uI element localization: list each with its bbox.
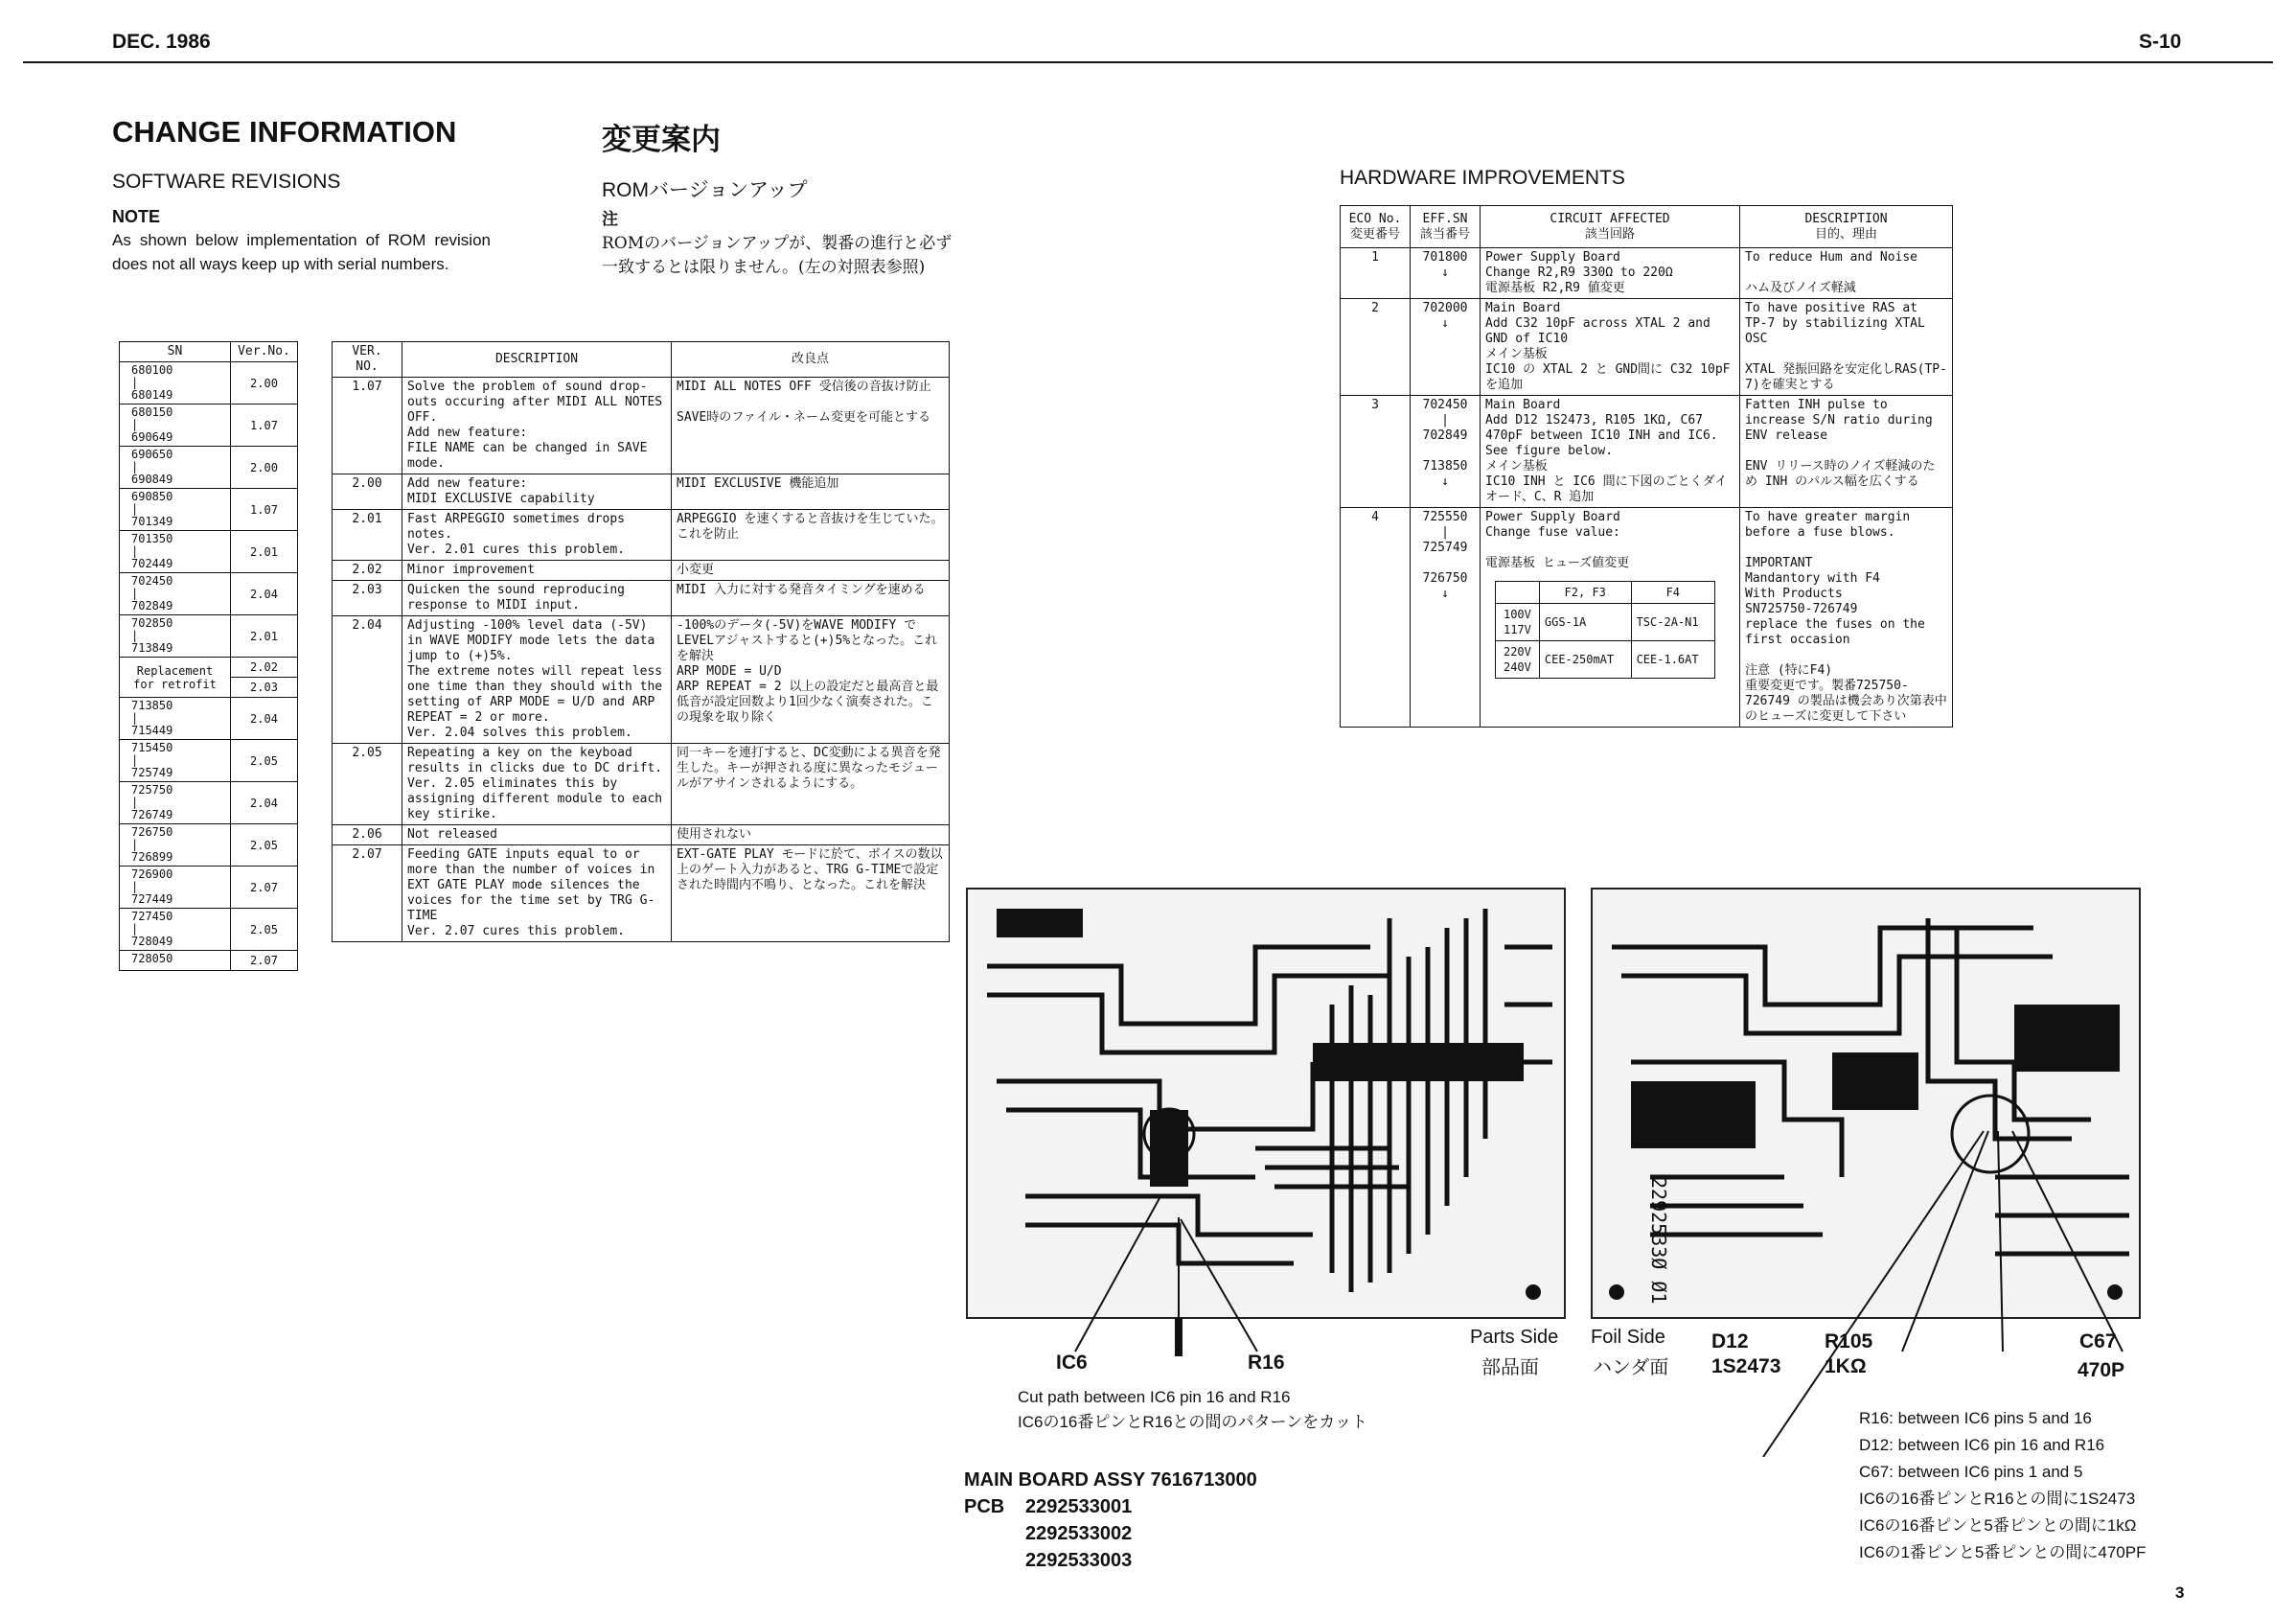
ver-cell: 2.00 (231, 447, 298, 489)
ver-cell: 2.04 (231, 698, 298, 740)
ver-cell: 2.01 (231, 531, 298, 573)
right-note-line: IC6の1番ピンと5番ピンとの間に470PF (1859, 1543, 2147, 1561)
c67-value: 470P (2078, 1359, 2125, 1381)
hw-cell-desc: Fatten INH pulse to increase S/N ratio during ENV release ENV リリース時のノイズ軽減のため INH のパルス幅を広くする (1740, 396, 1953, 508)
fuse-f4-value: TSC-2A-N1 (1631, 604, 1714, 641)
sn-cell: 715450 | 725749 (120, 740, 231, 782)
hw-circuit-text: Main Board Add D12 1S2473, R105 1KΩ, C67 470pF between IC10 INH and IC6. See figure below. メイン基板 IC10 INH と IC6 間に下図のごとくダイオード、C、R 追加 (1485, 398, 1728, 504)
sn-row (120, 824, 298, 867)
right-note-line: D12: between IC6 pin 16 and R16 (1859, 1436, 2105, 1454)
version-cell-jp: 同一キーを連打すると、DC変動による異音を発生した。キーが押される度に異なったモジュールがアサインされるようにする。 (672, 744, 950, 825)
hw-circuit-text: Power Supply Board Change R2,R9 330Ω to 220Ω 電源基板 R2,R9 値変更 (1485, 250, 1673, 295)
version-cell-jp: ARPEGGIO を速くすると音抜けを生じていた。これを防止 (672, 510, 950, 561)
pcb-label: PCB (964, 1496, 1005, 1517)
d12-value: 1S2473 (1711, 1355, 1781, 1377)
hw-cell-circuit (1481, 299, 1740, 396)
hw-cell-eco: 1 (1341, 248, 1411, 299)
title-en: CHANGE INFORMATION (112, 115, 457, 149)
software-heading-jp: ROMバージョンアップ (602, 179, 808, 201)
version-cell-ver: 2.06 (333, 825, 402, 845)
hw-header-desc: DESCRIPTION 目的、理由 (1740, 206, 1953, 248)
c67-label: C67 (2079, 1330, 2117, 1352)
version-cell-jp: 使用されない (672, 825, 950, 845)
version-row (333, 378, 950, 474)
version-row (333, 845, 950, 942)
parts-side-label-jp: 部品面 (1481, 1357, 1539, 1378)
pcb-number: 2292533001 (1025, 1496, 1133, 1517)
version-cell-ver: 2.03 (333, 581, 402, 616)
pcb-number: 2292533002 (1025, 1523, 1133, 1544)
right-note-line: R16: between IC6 pins 5 and 16 (1859, 1409, 2092, 1427)
fuse-f23-value: GGS-1A (1539, 604, 1631, 641)
hw-cell-circuit (1481, 508, 1740, 728)
cut-caption-jp: IC6の16番ピンとR16との間のパターンをカット (1018, 1413, 1368, 1431)
ver-cell: 2.05 (231, 740, 298, 782)
hw-cell-desc: To reduce Hum and Noise ハム及びノイズ軽減 (1740, 248, 1953, 299)
note-label-en: NOTE (112, 207, 161, 226)
right-note-line: C67: between IC6 pins 1 and 5 (1859, 1463, 2083, 1481)
sn-cell: 690850 | 701349 (120, 489, 231, 531)
ver-cell: 2.02 (231, 658, 298, 678)
version-cell-desc: Minor improvement (402, 561, 672, 581)
sn-cell: 728050 (120, 951, 231, 971)
ver-cell: 2.04 (231, 782, 298, 824)
hw-header-eco: ECO No. 変更番号 (1341, 206, 1411, 248)
sn-cell: 702850 | 713849 (120, 615, 231, 658)
sn-cell: 726900 | 727449 (120, 867, 231, 909)
hw-row (1341, 248, 1953, 299)
hw-header-circuit: CIRCUIT AFFECTED 該当回路 (1481, 206, 1740, 248)
ver-header: Ver.No. (231, 342, 298, 362)
version-cell-jp: EXT-GATE PLAY モードに於て、ボイスの数以上のゲート入力があると、TRG G-TIMEで設定された時間内不鳴り、となった。これを解決 (672, 845, 950, 942)
sn-cell: 727450 | 728049 (120, 909, 231, 951)
ver-cell: 1.07 (231, 404, 298, 447)
foil-side-label-en: Foil Side (1591, 1327, 1665, 1348)
sn-row (120, 909, 298, 951)
right-note-line: IC6の16番ピンとR16との間に1S2473 (1859, 1490, 2136, 1508)
main-board-title: MAIN BOARD ASSY 7616713000 (964, 1469, 1257, 1491)
hw-cell-sn: 725550 | 725749 726750 ↓ (1411, 508, 1481, 728)
sn-row (120, 867, 298, 909)
hw-cell-sn: 702450 | 702849 713850 ↓ (1411, 396, 1481, 508)
header-date: DEC. 1986 (112, 31, 211, 53)
hw-cell-sn: 701800 ↓ (1411, 248, 1481, 299)
sn-cell: 690650 | 690849 (120, 447, 231, 489)
sn-cell: 726750 | 726899 (120, 824, 231, 867)
hw-cell-eco: 3 (1341, 396, 1411, 508)
sn-row (120, 951, 298, 971)
right-note-line: IC6の16番ピンと5番ピンとの間に1kΩ (1859, 1516, 2137, 1535)
fuse-header-f23: F2, F3 (1539, 582, 1631, 604)
note-text-en: As shown below implementation of ROM revision does not all ways keep up with serial numbers. (112, 231, 491, 273)
fuse-voltage: 220V 240V (1496, 641, 1540, 679)
hw-header-sn: EFF.SN 該当番号 (1411, 206, 1481, 248)
hw-cell-circuit (1481, 396, 1740, 508)
hw-cell-desc: To have positive RAS at TP-7 by stabilizing XTAL OSC XTAL 発振回路を安定化しRAS(TP-7)を確実とする (1740, 299, 1953, 396)
version-cell-desc: Quicken the sound reproducing response to MIDI input. (402, 581, 672, 616)
version-cell-ver: 2.02 (333, 561, 402, 581)
ver-cell: 2.05 (231, 824, 298, 867)
hardware-heading: HARDWARE IMPROVEMENTS (1340, 167, 1625, 189)
title-jp: 変更案内 (602, 123, 721, 156)
version-cell-jp: -100%のデータ(-5V)をWAVE MODIFY でLEVELアジャストすると(+)5%となった。これを解決 ARP MODE = U/D ARP REPEAT = 2 以上の設定だと最高音と最低音が設定回数より1回少なく演奏された。この現象を取り除く (672, 616, 950, 744)
hw-circuit-text: Main Board Add C32 10pF across XTAL 2 and GND of IC10 メイン基板 IC10 の XTAL 2 と GND間に C32 10pF を追加 (1485, 301, 1731, 392)
ver-cell: 1.07 (231, 489, 298, 531)
ic6-label: IC6 (1056, 1352, 1088, 1374)
hw-row (1341, 299, 1953, 396)
version-cell-jp: MIDI 入力に対する発音タイミングを速める (672, 581, 950, 616)
sn-cell: 702450 | 702849 (120, 573, 231, 615)
ver-cell: 2.01 (231, 615, 298, 658)
version-cell-jp: MIDI EXCLUSIVE 機能追加 (672, 474, 950, 510)
version-cell-desc: Feeding GATE inputs equal to or more than the number of voices in EXT GATE PLAY mode silences the voices for the time set by TRG G-TIME Ver. 2.07 cures this problem. (402, 845, 672, 942)
note-label-jp: 注 (602, 210, 618, 228)
sn-cell: 725750 | 726749 (120, 782, 231, 824)
parts-side-label-en: Parts Side (1470, 1327, 1559, 1348)
version-cell-ver: 1.07 (333, 378, 402, 474)
sn-row (120, 531, 298, 573)
sn-row (120, 740, 298, 782)
board-number-text: 2292533Ø Ø1 (1647, 1177, 1670, 1305)
version-cell-ver: 2.05 (333, 744, 402, 825)
hw-row (1341, 396, 1953, 508)
version-row (333, 616, 950, 744)
version-cell-ver: 2.01 (333, 510, 402, 561)
sn-row (120, 782, 298, 824)
sn-row (120, 698, 298, 740)
hw-cell-eco: 2 (1341, 299, 1411, 396)
ver-cell: 2.07 (231, 951, 298, 971)
version-table (332, 341, 950, 942)
sn-header: SN (120, 342, 231, 362)
hardware-table (1340, 205, 1953, 728)
sn-row (120, 489, 298, 531)
page-number: 3 (2175, 1583, 2185, 1602)
version-header-ver: VER. NO. (333, 342, 402, 378)
fuse-voltage: 100V 117V (1496, 604, 1540, 641)
pcb-numbers (1025, 1493, 1132, 1574)
version-cell-jp: MIDI ALL NOTES OFF 受信後の音抜け防止 SAVE時のファイル・ネーム変更を可能とする (672, 378, 950, 474)
ver-cell: 2.07 (231, 867, 298, 909)
r105-label: R105 (1825, 1330, 1873, 1352)
sn-row (120, 573, 298, 615)
ver-cell: 2.00 (231, 362, 298, 404)
fuse-header-blank (1496, 582, 1540, 604)
software-heading-en: SOFTWARE REVISIONS (112, 171, 341, 193)
right-notes (1859, 1405, 2146, 1566)
version-cell-desc: Solve the problem of sound drop-outs occuring after MIDI ALL NOTES OFF. Add new feature: FILE NAME can be changed in SAVE mode. (402, 378, 672, 474)
hw-circuit-text: Power Supply Board Change fuse value: 電源基板 ヒューズ値変更 (1485, 510, 1630, 570)
version-cell-ver: 2.07 (333, 845, 402, 942)
sn-cell: 701350 | 702449 (120, 531, 231, 573)
hw-cell-desc: To have greater margin before a fuse blows. IMPORTANT Mandantory with F4 With Products SN725750-726749 replace the fuses on the first occasion 注意 (特にF4) 重要変更です。製番725750-726749 の製品は機会あり次第表中のヒューズに変更して下さい (1740, 508, 1953, 728)
version-row (333, 474, 950, 510)
d12-label: D12 (1711, 1330, 1749, 1352)
fuse-f4-value: CEE-1.6AT (1631, 641, 1714, 679)
ver-cell: 2.04 (231, 573, 298, 615)
fuse-header-f4: F4 (1631, 582, 1714, 604)
sn-cell: Replacement for retrofit (120, 658, 231, 698)
note-text-jp: ROMのバージョンアップが、製番の進行と必ず一致するとは限りません。(左の対照表参照) (602, 234, 953, 277)
version-cell-ver: 2.04 (333, 616, 402, 744)
sn-cell: 680100 | 680149 (120, 362, 231, 404)
version-cell-desc: Add new feature: MIDI EXCLUSIVE capability (402, 474, 672, 510)
foil-side-label-jp: ハンダ面 (1593, 1357, 1669, 1378)
version-cell-desc: Repeating a key on the keyboad results in clicks due to DC drift. Ver. 2.05 eliminates this by assigning different module to each key stirike. (402, 744, 672, 825)
version-cell-desc: Fast ARPEGGIO sometimes drops notes. Ver. 2.01 cures this problem. (402, 510, 672, 561)
fuse-f23-value: CEE-250mAT (1539, 641, 1631, 679)
version-cell-desc: Not released (402, 825, 672, 845)
header-rule (23, 61, 2273, 63)
ver-cell: 2.03 (231, 678, 298, 698)
version-cell-ver: 2.00 (333, 474, 402, 510)
sn-cell: 680150 | 690649 (120, 404, 231, 447)
sn-cell: 713850 | 715449 (120, 698, 231, 740)
version-cell-jp: 小変更 (672, 561, 950, 581)
ver-cell: 2.05 (231, 909, 298, 951)
hw-cell-eco: 4 (1341, 508, 1411, 728)
version-header-jp: 改良点 (672, 342, 950, 378)
version-row (333, 561, 950, 581)
version-row (333, 825, 950, 845)
header-page-code: S-10 (2139, 31, 2182, 53)
pcb-number: 2292533003 (1025, 1550, 1133, 1571)
sn-row (120, 615, 298, 658)
fuse-table (1495, 581, 1715, 679)
sn-row (120, 362, 298, 404)
hw-row (1341, 508, 1953, 728)
version-row (333, 581, 950, 616)
version-row (333, 744, 950, 825)
sn-row (120, 404, 298, 447)
sn-row (120, 447, 298, 489)
version-row (333, 510, 950, 561)
hw-cell-sn: 702000 ↓ (1411, 299, 1481, 396)
sn-table (119, 341, 298, 971)
hw-cell-circuit (1481, 248, 1740, 299)
r16-label: R16 (1248, 1352, 1285, 1374)
version-header-desc: DESCRIPTION (402, 342, 672, 378)
r105-value: 1KΩ (1825, 1355, 1867, 1377)
sn-row (120, 658, 298, 678)
version-cell-desc: Adjusting -100% level data (-5V) in WAVE MODIFY mode lets the data jump to (+)5%. The extreme notes will repeat less one time than they should with the setting of ARP MODE = U/D and ARP REPEAT = 2 or more. Ver. 2.04 solves this problem. (402, 616, 672, 744)
cut-caption-en: Cut path between IC6 pin 16 and R16 (1018, 1388, 1291, 1406)
